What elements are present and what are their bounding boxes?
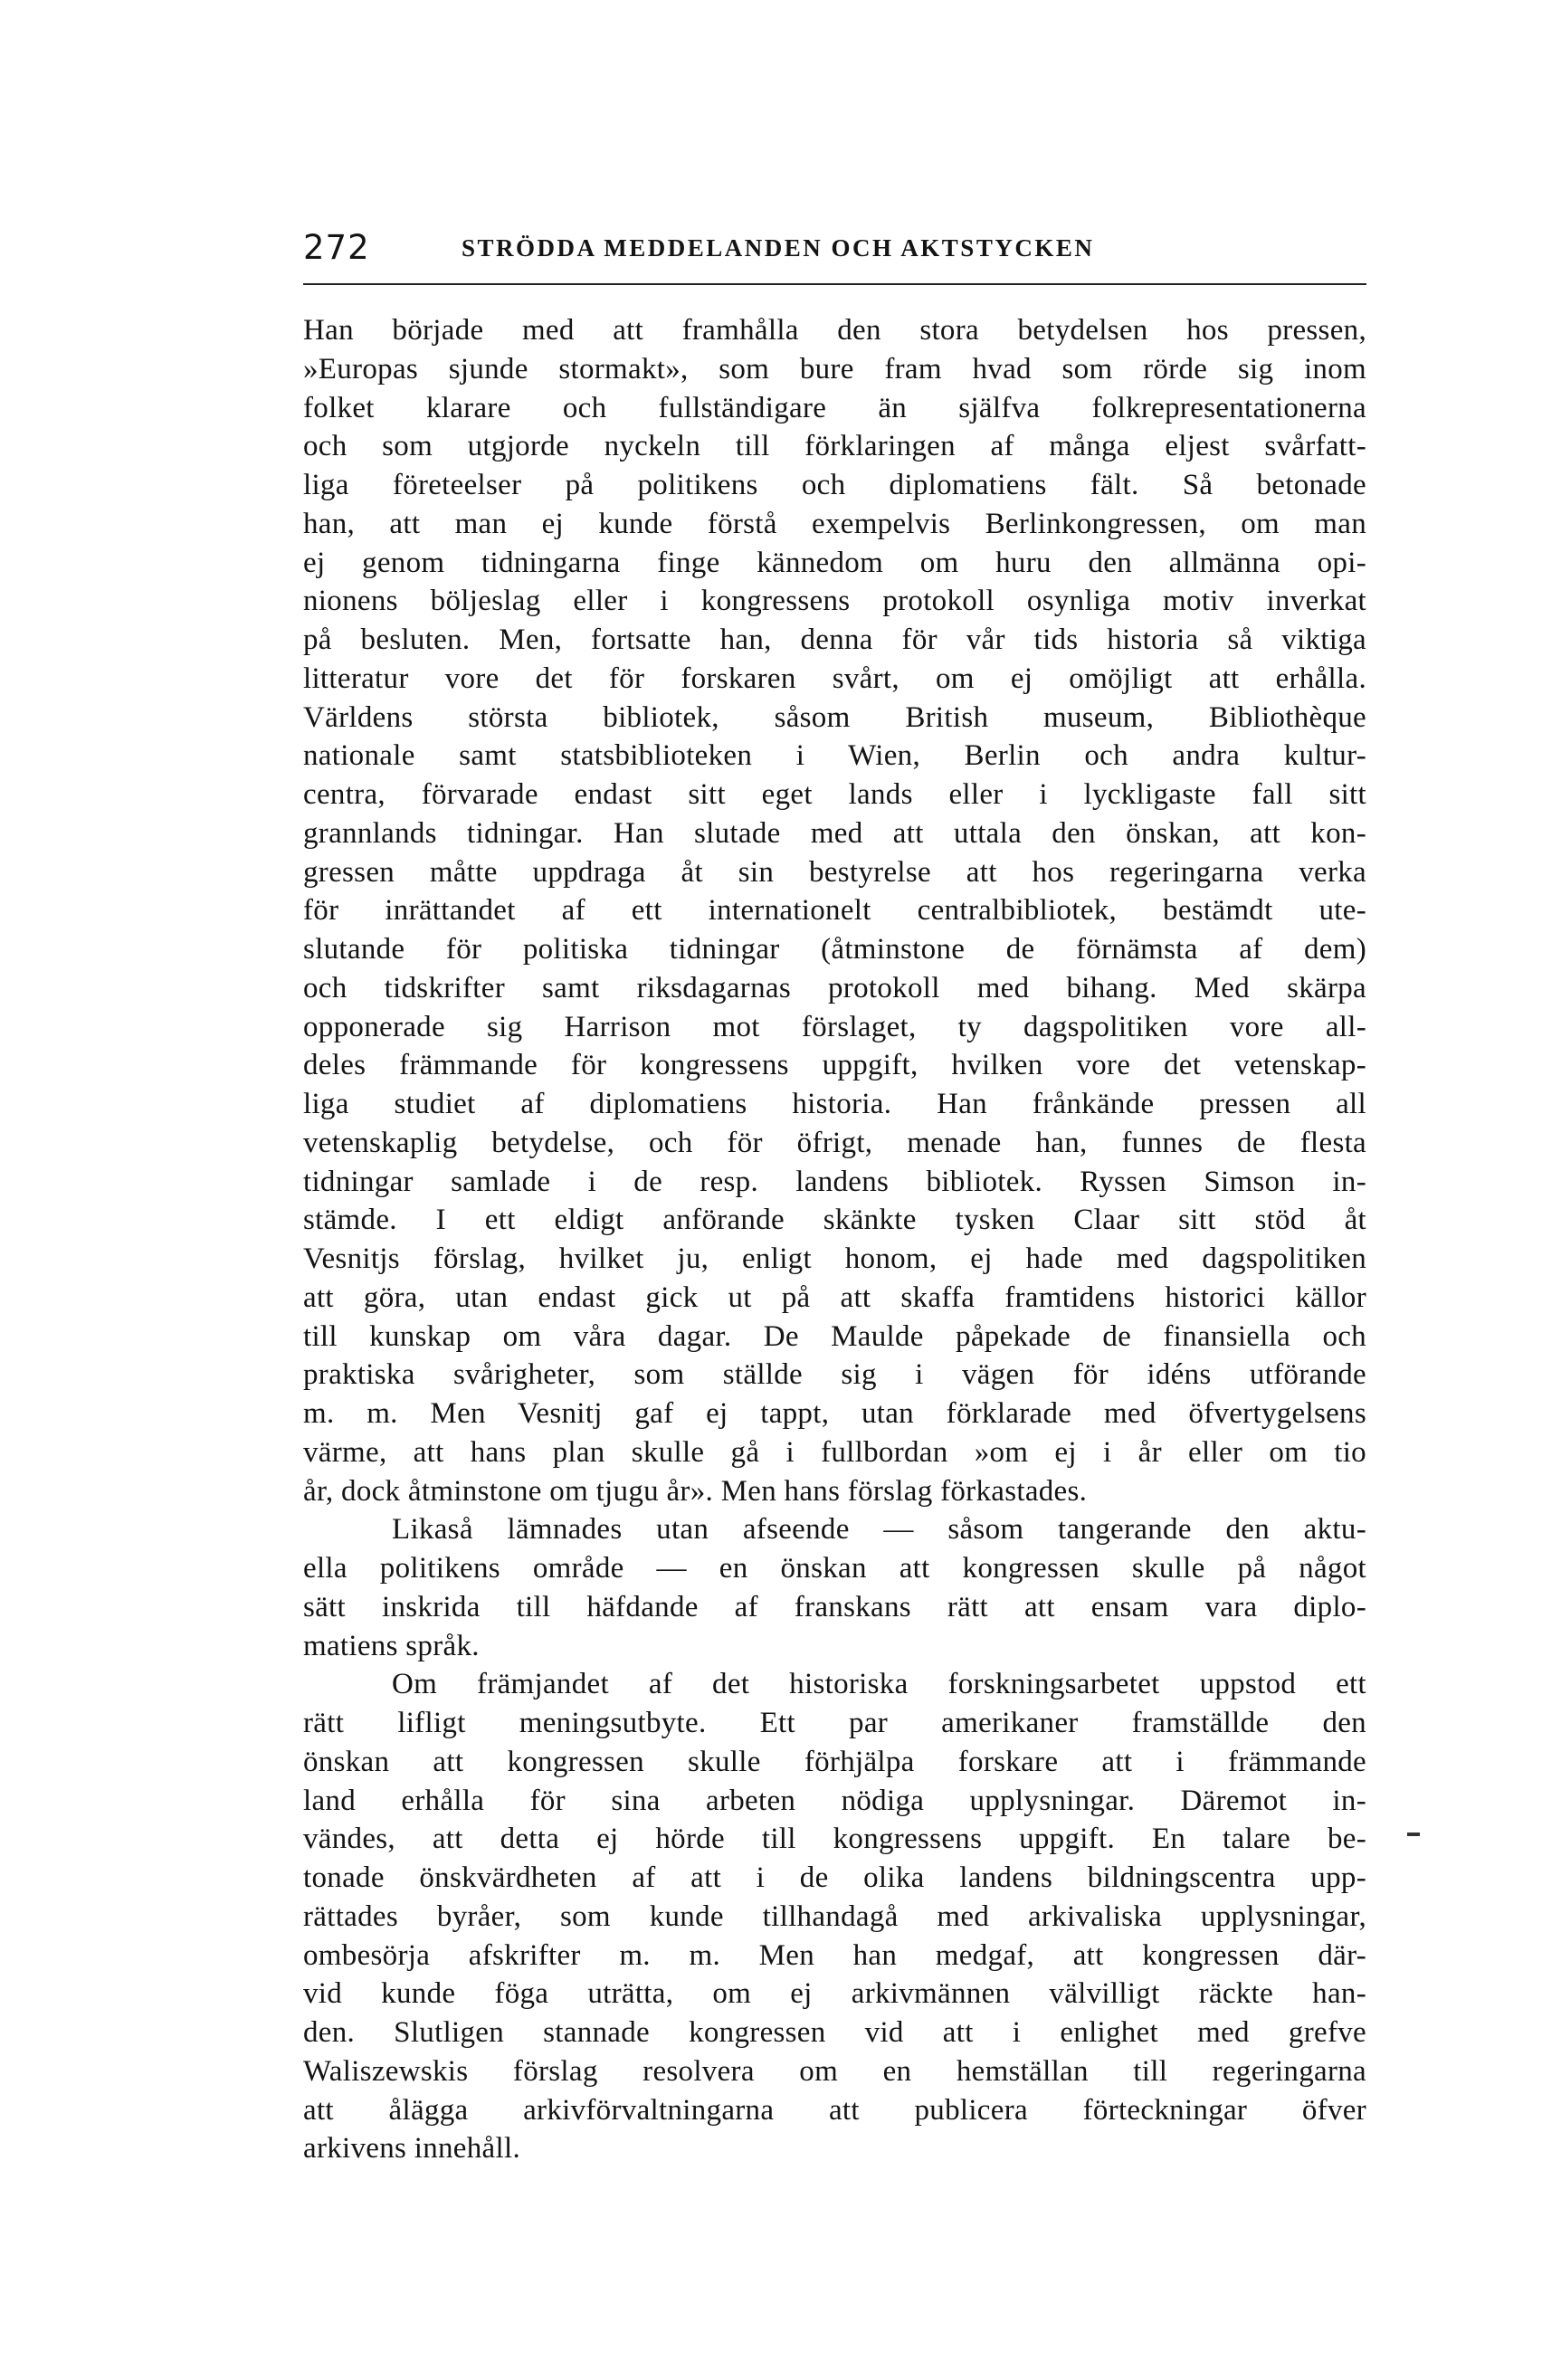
text-line: önskan att kongressen skulle förhjälpa forskare att i främmande: [303, 1745, 1366, 1778]
text-line: och tidskrifter samt riksdagarnas protokoll med bihang. Med skärpa: [303, 971, 1366, 1004]
text-line: »Europas sjunde stormakt», som bure fram hvad som rörde sig inom: [303, 352, 1366, 386]
header-rule: [303, 283, 1366, 285]
text-line: centra, förvarade endast sitt eget lands eller i lyckligaste fall sitt: [303, 778, 1366, 811]
text-line: m. m. Men Vesnitj gaf ej tappt, utan förklarade med öfvertygelsens: [303, 1397, 1366, 1430]
page-number: 272: [303, 228, 370, 267]
text-line: till kunskap om våra dagar. De Maulde påpekade de finansiella och: [303, 1319, 1366, 1353]
text-line: värme, att hans plan skulle gå i fullbordan »om ej i år eller om tio: [303, 1435, 1366, 1469]
text-line: och som utgjorde nyckeln till förklaringen af många eljest svårfatt-: [303, 430, 1366, 463]
text-line: att göra, utan endast gick ut på att skaffa framtidens historici källor: [303, 1280, 1366, 1314]
text-line: Världens största bibliotek, såsom British museum, Bibliothèque: [303, 700, 1366, 734]
text-line: slutande för politiska tidningar (åtminstone de förnämsta af dem): [303, 933, 1366, 966]
text-line: han, att man ej kunde förstå exempelvis Berlinkongressen, om man: [303, 507, 1366, 540]
text-line: gressen måtte uppdraga åt sin bestyrelse att hos regeringarna verka: [303, 855, 1366, 889]
body-text: [303, 311, 1366, 2168]
text-line: litteratur vore det för forskaren svårt, om ej omöjligt att erhålla.: [303, 662, 1366, 695]
text-line: Han började med att framhålla den stora betydelsen hos pressen,: [303, 314, 1366, 347]
text-line: praktiska svårigheter, som ställde sig i vägen för idéns utförande: [303, 1358, 1366, 1392]
text-line: Om främjandet af det historiska forskningsarbetet uppstod ett: [392, 1668, 1366, 1701]
text-line: rätt lifligt meningsutbyte. Ett par amerikaner framställde den: [303, 1707, 1366, 1739]
text-line: vetenskaplig betydelse, och för öfrigt, menade han, funnes de flesta: [303, 1126, 1366, 1159]
text-line: stämde. I ett eldigt anförande skänkte tysken Claar sitt stöd åt: [303, 1204, 1366, 1237]
text-line: för inrättandet af ett internationelt centralbibliotek, bestämdt ute-: [303, 894, 1366, 928]
margin-mark: [1407, 1833, 1420, 1836]
text-line: tonade önskvärdheten af att i de olika landens bildningscentra upp-: [303, 1861, 1366, 1894]
text-line: tidningar samlade i de resp. landens bibliotek. Ryssen Simson in-: [303, 1165, 1366, 1198]
text-line: opponerade sig Harrison mot förslaget, ty dagspolitiken vore all-: [303, 1010, 1366, 1043]
text-line: ej genom tidningarna finge kännedom om huru den allmänna opi-: [303, 546, 1366, 579]
text-line: rättades byråer, som kunde tillhandagå med arkivaliska upplysningar,: [303, 1899, 1366, 1933]
text-line: Vesnitjs förslag, hvilket ju, enligt honom, ej hade med dagspolitiken: [303, 1242, 1366, 1275]
text-line: Likaså lämnades utan afseende — såsom tangerande den aktu-: [392, 1513, 1366, 1547]
text-line: deles främmande för kongressens uppgift, hvilken vore det vetenskap-: [303, 1049, 1366, 1082]
text-line: arkivens innehåll.: [303, 2132, 520, 2166]
text-line: ella politikens område — en önskan att kongressen skulle på något: [303, 1552, 1366, 1585]
text-line: grannlands tidningar. Han slutade med att uttala den önskan, att kon-: [303, 816, 1366, 850]
running-title: STRÖDDA MEDDELANDEN OCH AKTSTYCKEN: [462, 234, 1095, 262]
text-line: nionens böljeslag eller i kongressens protokoll osynliga motiv inverkat: [303, 585, 1366, 618]
text-line: land erhålla för sina arbeten nödiga upplysningar. Däremot in-: [303, 1784, 1366, 1817]
text-line: år, dock åtminstone om tjugu år». Men hans förslag förkastades.: [303, 1474, 1088, 1508]
text-line: den. Slutligen stannade kongressen vid att i enlighet med grefve: [303, 2016, 1366, 2049]
text-line: liga studiet af diplomatiens historia. Han frånkände pressen all: [303, 1088, 1366, 1120]
text-line: nationale samt statsbiblioteken i Wien, Berlin och andra kultur-: [303, 739, 1366, 773]
text-line: Waliszewskis förslag resolvera om en hemställan till regeringarna: [303, 2054, 1366, 2088]
text-line: liga företeelser på politikens och diplomatiens fält. Så betonade: [303, 469, 1366, 501]
text-line: på besluten. Men, fortsatte han, denna för vår tids historia så viktiga: [303, 624, 1366, 656]
text-line: matiens språk.: [303, 1629, 480, 1662]
text-line: vid kunde föga uträtta, om ej arkivmännen välvilligt räckte han-: [303, 1977, 1366, 2011]
text-line: ombesörja afskrifter m. m. Men han medgaf, att kongressen där-: [303, 1938, 1366, 1972]
text-line: vändes, att detta ej hörde till kongressens uppgift. En talare be-: [303, 1823, 1366, 1856]
running-header: [303, 223, 1366, 273]
text-line: sätt inskrida till häfdande af franskans rätt att ensam vara diplo-: [303, 1590, 1366, 1623]
text-line: att ålägga arkivförvaltningarna att publicera förteckningar öfver: [303, 2093, 1366, 2127]
text-line: folket klarare och fullständigare än själfva folkrepresentationerna: [303, 391, 1366, 424]
